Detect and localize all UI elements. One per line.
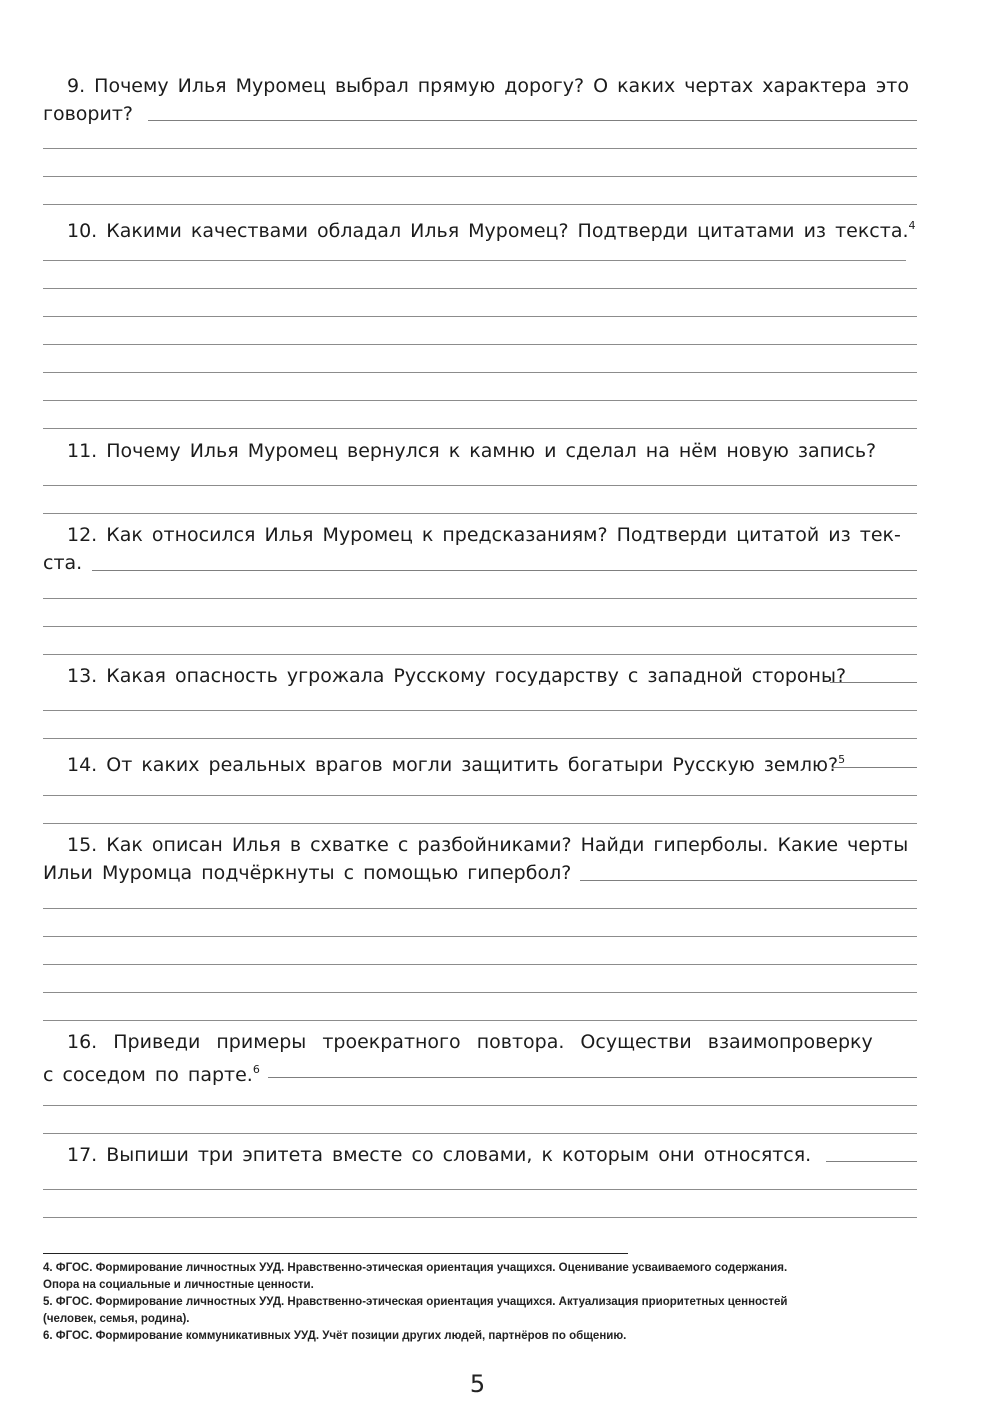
footnote-ref-6: 6 xyxy=(252,1063,260,1076)
answer-line[interactable] xyxy=(43,513,917,514)
question-14-text: 14. От каких реальных врагов могли защитить богатыри Русскую землю? xyxy=(67,754,839,776)
answer-line[interactable] xyxy=(43,654,917,655)
question-10-text: 10. Какими качествами обладал Илья Муромец? Подтверди цитатами из текста. xyxy=(67,220,909,242)
answer-line[interactable] xyxy=(43,795,917,796)
footnote-4-line2: Опора на социальные и личностные ценности. xyxy=(43,1279,314,1291)
answer-line[interactable] xyxy=(580,880,917,881)
footnote-separator xyxy=(43,1253,628,1254)
answer-line[interactable] xyxy=(43,992,917,993)
answer-line[interactable] xyxy=(43,1105,917,1106)
answer-line[interactable] xyxy=(832,767,917,768)
answer-line[interactable] xyxy=(43,936,917,937)
answer-line[interactable] xyxy=(830,682,917,683)
answer-line[interactable] xyxy=(43,964,917,965)
footnote-ref-4: 4 xyxy=(908,219,916,232)
answer-line[interactable] xyxy=(43,204,917,205)
answer-line[interactable] xyxy=(43,908,917,909)
question-14 xyxy=(43,746,917,779)
question-16-line2: с соседом по парте. xyxy=(43,1064,253,1086)
question-16 xyxy=(43,1028,917,1089)
answer-line[interactable] xyxy=(43,316,917,317)
answer-line[interactable] xyxy=(43,1217,917,1218)
question-13 xyxy=(43,662,917,690)
answer-line[interactable] xyxy=(43,1133,917,1134)
question-15-line1: 15. Как описан Илья в схватке с разбойниками? Найди гиперболы. Какие черты xyxy=(67,834,909,856)
page-number: 5 xyxy=(469,1370,486,1398)
answer-line[interactable] xyxy=(43,823,917,824)
footnote-6: 6. ФГОС. Формирование коммуникативных УУД. Учёт позиции других людей, партнёров по общению. xyxy=(43,1330,627,1342)
answer-line[interactable] xyxy=(43,288,917,289)
question-13-text: 13. Какая опасность угрожала Русскому государству с западной стороны? xyxy=(67,665,847,687)
answer-line[interactable] xyxy=(43,260,906,261)
question-12 xyxy=(43,521,917,577)
footnotes xyxy=(43,1260,923,1345)
answer-line[interactable] xyxy=(43,710,917,711)
footnote-ref-5: 5 xyxy=(838,753,846,766)
footnote-4-line1: 4. ФГОС. Формирование личностных УУД. Нравственно-этическая ориентация учащихся. Оценивание усваиваемого содержания. xyxy=(43,1262,788,1274)
answer-line[interactable] xyxy=(826,1161,917,1162)
question-9-line1: 9. Почему Илья Муромец выбрал прямую дорогу? О каких чертах характера это xyxy=(67,75,909,97)
question-17-text: 17. Выпиши три эпитета вместе со словами, к которым они относятся. xyxy=(67,1144,812,1166)
answer-line[interactable] xyxy=(43,148,917,149)
answer-line[interactable] xyxy=(148,120,917,121)
answer-line[interactable] xyxy=(43,1189,917,1190)
answer-line[interactable] xyxy=(43,428,917,429)
answer-line[interactable] xyxy=(43,626,917,627)
footnote-5-line2: (человек, семья, родина). xyxy=(43,1313,190,1325)
answer-line[interactable] xyxy=(43,598,917,599)
question-12-line2: ста. xyxy=(43,552,83,574)
question-17 xyxy=(43,1141,917,1169)
answer-line[interactable] xyxy=(43,372,917,373)
answer-line[interactable] xyxy=(268,1077,917,1078)
answer-line[interactable] xyxy=(43,344,917,345)
answer-line[interactable] xyxy=(43,738,917,739)
answer-line[interactable] xyxy=(43,485,917,486)
question-10 xyxy=(43,212,917,245)
question-11-text: 11. Почему Илья Муромец вернулся к камню и сделал на нём новую запись? xyxy=(67,440,877,462)
question-16-line1: 16. Приведи примеры троекратного повтора. Осуществи взаимопроверку xyxy=(67,1031,873,1053)
question-12-line1: 12. Как относился Илья Муромец к предсказаниям? Подтверди цитатой из тек- xyxy=(67,524,901,546)
question-15 xyxy=(43,831,917,887)
answer-line[interactable] xyxy=(43,1020,917,1021)
answer-line[interactable] xyxy=(43,400,917,401)
answer-line[interactable] xyxy=(43,176,917,177)
question-9-line2: говорит? xyxy=(43,103,133,125)
answer-line[interactable] xyxy=(92,570,917,571)
footnote-5-line1: 5. ФГОС. Формирование личностных УУД. Нравственно-этическая ориентация учащихся. Актуализация приоритетных ценностей xyxy=(43,1296,788,1308)
question-15-line2: Ильи Муромца подчёркнуты с помощью гипербол? xyxy=(43,862,572,884)
question-11 xyxy=(43,437,917,465)
